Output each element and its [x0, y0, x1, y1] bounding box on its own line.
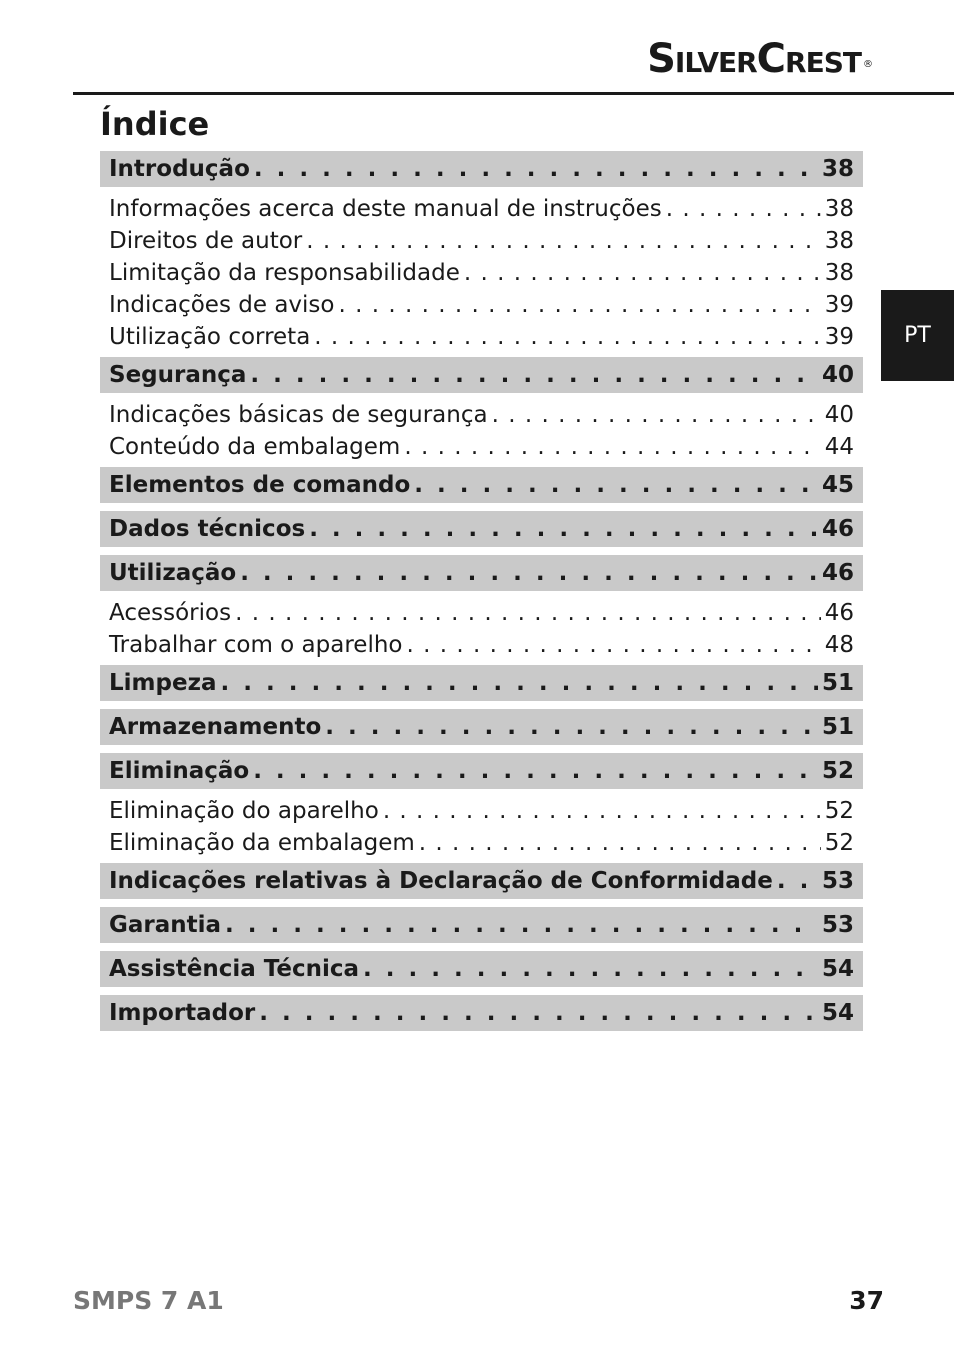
toc-section-page: 38	[821, 156, 854, 182]
toc-section[interactable]	[100, 357, 863, 393]
toc-section[interactable]	[100, 863, 863, 899]
header-rule	[73, 92, 954, 95]
toc-entry[interactable]	[100, 399, 863, 431]
toc-section[interactable]	[100, 995, 863, 1031]
toc-section-label: Utilização	[109, 560, 237, 586]
table-of-contents	[100, 151, 863, 1039]
brand-name: SilverCrest	[647, 36, 861, 82]
dot-leader	[407, 629, 821, 661]
toc-entry-label: Direitos de autor	[109, 228, 303, 254]
toc-entry[interactable]	[100, 193, 863, 225]
toc-section-label: Segurança	[109, 362, 247, 388]
toc-section[interactable]	[100, 555, 863, 591]
toc-section-page: 53	[821, 868, 854, 894]
toc-section-label: Eliminação	[109, 758, 250, 784]
toc-entry-page: 39	[824, 292, 854, 318]
toc-section-page: 54	[821, 956, 854, 982]
toc-entry-label: Conteúdo da embalagem	[109, 434, 401, 460]
toc-section[interactable]	[100, 665, 863, 701]
toc-section[interactable]	[100, 753, 863, 789]
toc-section[interactable]	[100, 709, 863, 745]
toc-section-label: Limpeza	[109, 670, 217, 696]
dot-leader	[259, 995, 818, 1031]
toc-entry-page: 52	[824, 798, 854, 824]
toc-section-label: Assistência Técnica	[109, 956, 360, 982]
toc-entry[interactable]	[100, 257, 863, 289]
toc-entry-label: Eliminação do aparelho	[109, 798, 379, 824]
toc-entry-page: 39	[824, 324, 854, 350]
dot-leader	[338, 289, 820, 321]
dot-leader	[240, 555, 818, 591]
toc-section[interactable]	[100, 151, 863, 187]
toc-section-label: Armazenamento	[109, 714, 322, 740]
dot-leader	[220, 665, 818, 701]
dot-leader	[404, 431, 820, 463]
toc-section-page: 54	[821, 1000, 854, 1026]
toc-section-label: Indicações relativas à Declaração de Conformidade	[109, 868, 773, 894]
dot-leader	[419, 827, 821, 859]
dot-leader	[306, 225, 820, 257]
toc-section-page: 52	[821, 758, 854, 784]
footer-page-number: 37	[849, 1286, 884, 1315]
registered-mark: ®	[863, 59, 872, 70]
toc-section[interactable]	[100, 511, 863, 547]
toc-section-label: Dados técnicos	[109, 516, 306, 542]
toc-entry[interactable]	[100, 225, 863, 257]
dot-leader	[254, 151, 818, 187]
toc-entry-page: 38	[824, 228, 854, 254]
toc-entry-page: 48	[824, 632, 854, 658]
toc-entry-page: 52	[824, 830, 854, 856]
toc-entry-label: Indicações de aviso	[109, 292, 335, 318]
dot-leader	[250, 357, 818, 393]
toc-entry[interactable]	[100, 289, 863, 321]
dot-leader	[253, 753, 818, 789]
dot-leader	[414, 467, 818, 503]
toc-entry-page: 38	[824, 196, 854, 222]
toc-entry-label: Indicações básicas de segurança	[109, 402, 488, 428]
dot-leader	[492, 399, 821, 431]
language-tab: PT	[881, 290, 954, 381]
toc-entry-page: 46	[824, 600, 854, 626]
toc-section-page: 40	[821, 362, 854, 388]
toc-section-page: 46	[821, 516, 854, 542]
toc-section-page: 51	[821, 714, 854, 740]
toc-entry-page: 38	[824, 260, 854, 286]
toc-entry[interactable]	[100, 795, 863, 827]
toc-entry[interactable]	[100, 827, 863, 859]
toc-section[interactable]	[100, 907, 863, 943]
toc-section-label: Importador	[109, 1000, 256, 1026]
page-title: Índice	[100, 105, 210, 143]
dot-leader	[777, 863, 818, 899]
dot-leader	[225, 907, 818, 943]
footer-model: SMPS 7 A1	[73, 1286, 224, 1315]
toc-entry-label: Utilização correta	[109, 324, 311, 350]
toc-entry[interactable]	[100, 321, 863, 353]
toc-entry-label: Eliminação da embalagem	[109, 830, 415, 856]
toc-entry-label: Informações acerca deste manual de instruções	[109, 196, 662, 222]
dot-leader	[235, 597, 821, 629]
toc-entry[interactable]	[100, 431, 863, 463]
brand-logo	[647, 34, 870, 84]
toc-entry[interactable]	[100, 597, 863, 629]
dot-leader	[464, 257, 821, 289]
dot-leader	[309, 511, 818, 547]
toc-entry-label: Trabalhar com o aparelho	[109, 632, 403, 658]
toc-section[interactable]	[100, 951, 863, 987]
toc-section-page: 46	[821, 560, 854, 586]
toc-section-page: 53	[821, 912, 854, 938]
dot-leader	[363, 951, 818, 987]
dot-leader	[325, 709, 818, 745]
toc-section-label: Introdução	[109, 156, 250, 182]
toc-entry-page: 44	[824, 434, 854, 460]
toc-section-label: Elementos de comando	[109, 472, 411, 498]
toc-section[interactable]	[100, 467, 863, 503]
dot-leader	[666, 193, 821, 225]
toc-section-page: 45	[821, 472, 854, 498]
toc-entry[interactable]	[100, 629, 863, 661]
toc-section-label: Garantia	[109, 912, 222, 938]
dot-leader	[383, 795, 821, 827]
toc-entry-label: Limitação da responsabilidade	[109, 260, 460, 286]
dot-leader	[314, 321, 820, 353]
toc-entry-page: 40	[824, 402, 854, 428]
toc-section-page: 51	[821, 670, 854, 696]
toc-entry-label: Acessórios	[109, 600, 232, 626]
